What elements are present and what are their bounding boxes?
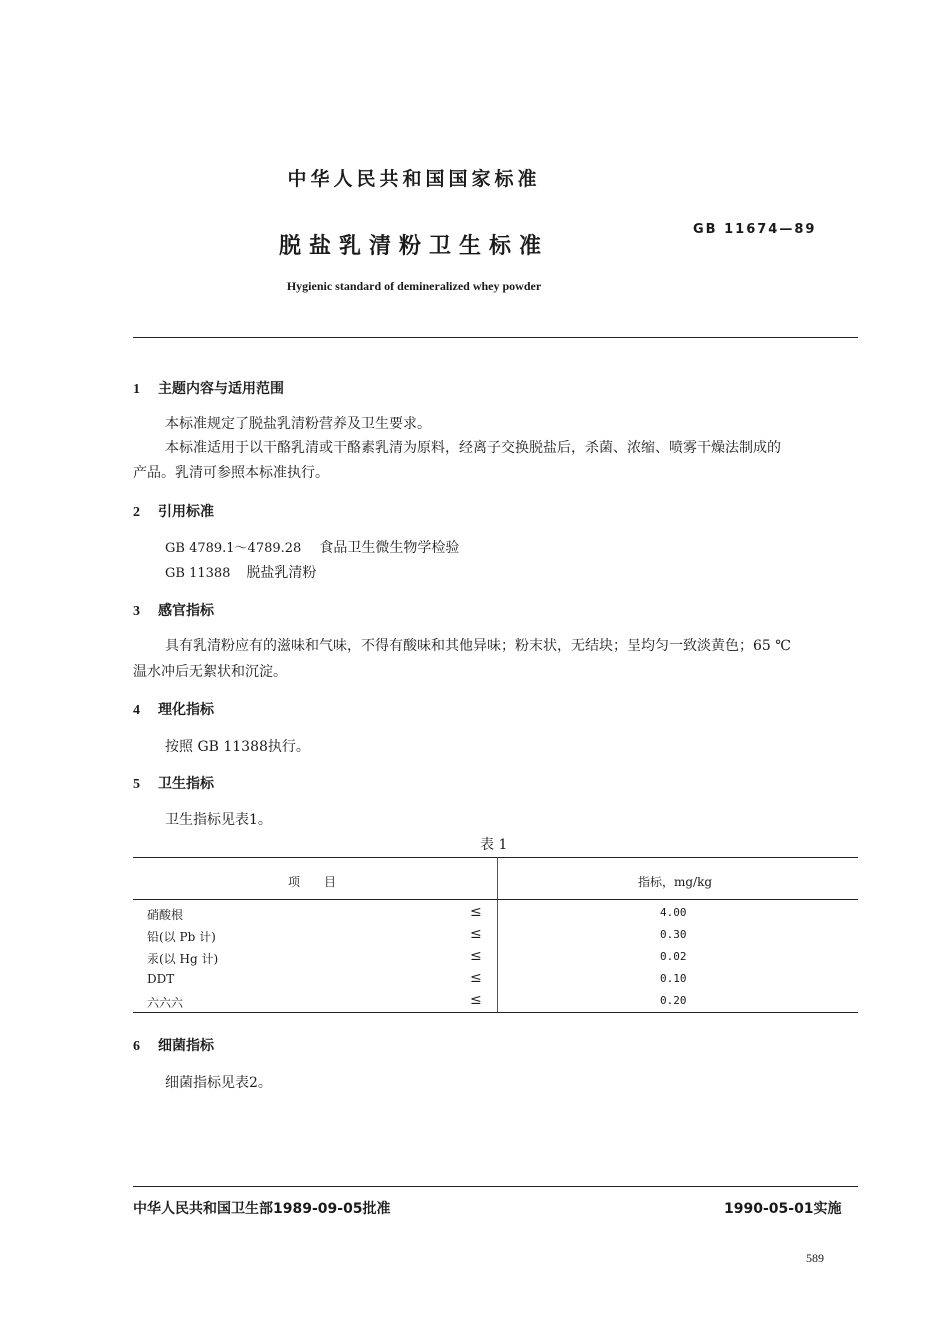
table-caption: 表 1 (480, 837, 508, 853)
table-row-operator: ≤ (470, 992, 482, 1008)
section-number: 2 (133, 505, 140, 520)
approval-text: 中华人民共和国卫生部1989-09-05批准 (133, 1201, 391, 1217)
section-title: 卫生指标 (158, 776, 214, 792)
section-5-heading (133, 773, 214, 793)
standard-code: GB 11674—89 (693, 222, 817, 237)
table-row-item: DDT (147, 972, 175, 986)
section-4-heading (133, 699, 214, 719)
section-2-heading (133, 501, 214, 521)
section-number: 5 (133, 777, 140, 792)
reference-title: 脱盐乳清粉 (246, 565, 317, 581)
effective-date: 1990-05-01实施 (724, 1201, 842, 1217)
table-row-value: 0.30 (660, 928, 687, 941)
reference-title: 食品卫生微生物学检验 (319, 540, 460, 556)
table-row-operator: ≤ (470, 948, 482, 964)
table-row-item: 六六六 (147, 996, 184, 1010)
table-row-value: 0.02 (660, 950, 687, 963)
country-title: 中华人民共和国国家标准 (287, 168, 541, 190)
table-row-item: 汞(以 Hg 计) (147, 952, 219, 966)
s1-paragraph-1: 本标准规定了脱盐乳清粉营养及卫生要求。 (165, 416, 431, 432)
section-number: 4 (133, 703, 140, 718)
section-6-heading (133, 1035, 214, 1055)
section-title: 细菌指标 (158, 1038, 214, 1054)
table-row-item: 铅(以 Pb 计) (147, 930, 216, 944)
table-row-value: 0.20 (660, 994, 687, 1007)
table-bottom-rule (133, 1012, 858, 1013)
footer-rule (133, 1186, 858, 1187)
section-title: 主题内容与适用范围 (158, 381, 284, 397)
section-1-heading (133, 378, 284, 398)
reference-code: GB 4789.1～4789.28 (165, 541, 302, 556)
table-row-operator: ≤ (470, 970, 482, 986)
table-row-value: 4.00 (660, 906, 687, 919)
table-header-item: 项 目 (288, 875, 337, 889)
table-header-value: 指标，mg/kg (638, 875, 713, 889)
page-number: 589 (806, 1251, 824, 1265)
section-title: 理化指标 (158, 702, 214, 718)
reference-2 (165, 562, 316, 582)
table-row-operator: ≤ (470, 904, 482, 920)
s6-text: 细菌指标见表2。 (165, 1075, 272, 1091)
section-number: 1 (133, 382, 140, 397)
table-row-operator: ≤ (470, 926, 482, 942)
section-number: 6 (133, 1039, 140, 1054)
s1-paragraph-2-line-2: 产品。乳清可参照本标准执行。 (133, 465, 329, 481)
reference-code: GB 11388 (165, 566, 231, 581)
header-rule (133, 337, 858, 338)
section-title: 感官指标 (158, 603, 214, 619)
table-row-item: 硝酸根 (147, 908, 184, 922)
table-header-rule (133, 899, 858, 900)
s5-text: 卫生指标见表1。 (165, 812, 272, 828)
s4-text: 按照 GB 11388执行。 (165, 739, 310, 755)
section-title: 引用标准 (158, 504, 214, 520)
table-row-value: 0.10 (660, 972, 687, 985)
table-column-divider (497, 857, 498, 1012)
section-3-heading (133, 600, 214, 620)
s1-paragraph-2-line-1: 本标准适用于以干酪乳清或干酪素乳清为原料，经离子交换脱盐后，杀菌、浓缩、喷雾干燥法制成的 (165, 440, 781, 456)
reference-1 (165, 537, 459, 557)
s3-line-2: 温水冲后无絮状和沉淀。 (133, 664, 287, 680)
section-number: 3 (133, 604, 140, 619)
table-top-rule (133, 857, 858, 858)
english-title: Hygienic standard of demineralized whey powder (286, 279, 542, 293)
s3-line-1: 具有乳清粉应有的滋味和气味，不得有酸味和其他异味；粉末状，无结块；呈均匀一致淡黄色；65 ℃ (165, 638, 791, 654)
standard-title: 脱盐乳清粉卫生标准 (278, 234, 549, 259)
